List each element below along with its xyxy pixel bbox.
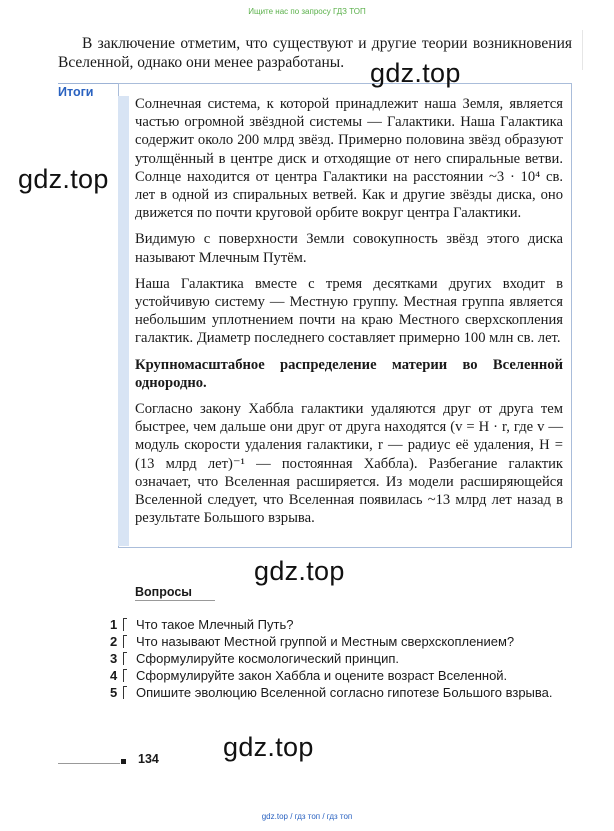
question-item [110,668,566,685]
intro-paragraph: В заключение отметим, что существуют и другие теории возникновения Вселенной, однако они менее разработаны. [58,35,572,71]
summary-paragraph-5: Согласно закону Хаббла галактики удаляются друг от друга тем быстрее, чем дальше они друг от друга находятся (v = H · r, где v — модуль скорости удаления галактики, r — радиус её удаления, H = (13 млрд лет)⁻¹ — постоянная Хаббла). Разбегание галактик означает, что Вселенная расширяется. Из модели расширяющейся Вселенной следует, что Вселенная появилась ~13 млрд лет назад в результате Большого взрыва. [135,401,563,527]
question-text: Сформулируйте закон Хаббла и оцените возраст Вселенной. [136,668,508,683]
watermark: gdz.top [370,58,461,88]
summary-paragraph-4: Крупномасштабное распределение материи во Вселенной однородно. [135,356,563,391]
question-bracket [123,618,127,631]
footer-square-marker [121,759,126,764]
question-item [110,634,566,651]
watermark: gdz.top [18,164,109,194]
question-item [110,617,566,634]
question-item [110,651,566,668]
watermark: gdz.top [223,732,314,762]
watermark: gdz.top [254,556,345,586]
question-bracket [123,635,127,648]
question-item [110,685,566,702]
summary-label: Итоги [58,85,94,99]
question-text: Сформулируйте космологический принцип. [136,651,399,666]
question-number: 5 [110,685,118,700]
summary-content [135,95,563,535]
question-number: 3 [110,651,118,666]
summary-paragraph-2: Видимую с поверхности Земли совокупность звёзд этого диска называют Млечным Путём. [135,231,563,266]
summary-paragraph-1: Солнечная система, к которой принадлежит наша Земля, является частью огромной звёздной системы — Галактики. Наша Галактика содержит около 200 млрд звёзд. Примерно половина звёзд образуют утолщённый в центре диск и отходящие от него спиральные ветви. Солнце находится от центра Галактики на расстоянии ~3 · 10⁴ св. лет в одной из спиральных ветвей. Как и другие звёзды диска, оно движется по почти круговой орбите вокруг центра Галактики. [135,96,563,222]
question-bracket [123,669,127,682]
question-number: 4 [110,668,118,683]
summary-paragraph-3: Наша Галактика вместе с тремя десятками других входит в устойчивую систему — Местную группу. Местная группа является небольшим уплотнением почти на краю Местного сверхскопления галактик. Диаметр последнего составляет примерно 100 млн св. лет. [135,275,563,347]
question-bracket [123,686,127,699]
questions-title: Вопросы [135,585,192,599]
footer-rule [58,763,120,764]
question-text: Опишите эволюцию Вселенной согласно гипотезе Большого взрыва. [136,685,553,700]
questions-title-rule [135,600,215,601]
summary-label-rule [58,83,118,84]
question-text: Что называют Местной группой и Местным сверхскоплением? [136,634,515,649]
summary-accent-strip [118,96,129,546]
questions-list [110,617,566,702]
margin-rule [582,30,583,70]
question-text: Что такое Млечный Путь? [136,617,294,632]
question-bracket [123,652,127,665]
question-number: 2 [110,634,118,649]
page-number: 134 [138,752,159,766]
question-number: 1 [110,617,118,632]
footer-link[interactable]: gdz.top / гдз топ / гдз топ [261,812,353,821]
header-link[interactable]: Ищите нас по запросу ГДЗ ТОП [248,7,366,16]
